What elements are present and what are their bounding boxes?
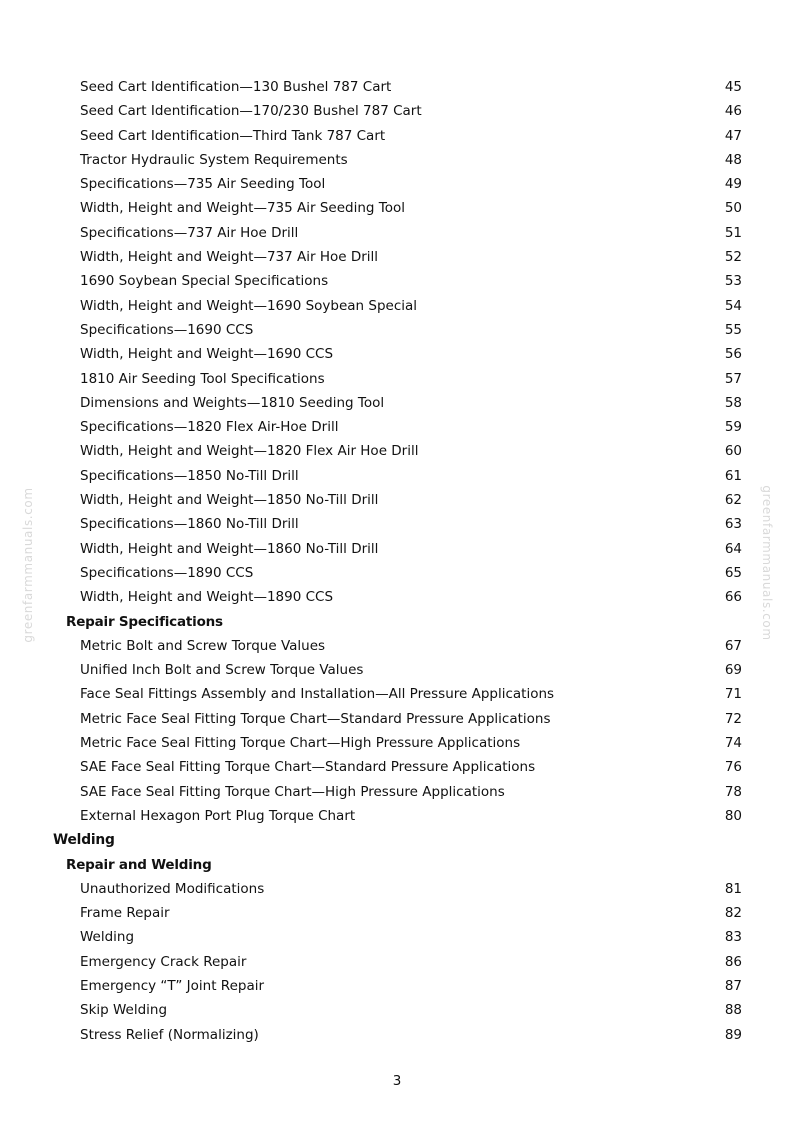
toc-entry — [0, 124, 794, 148]
toc-entry — [0, 196, 794, 220]
toc-entry — [0, 925, 794, 949]
toc-entry — [0, 342, 794, 366]
toc-entry — [0, 391, 794, 415]
toc-entry-title: Face Seal Fittings Assembly and Installation—All Pressure Applications — [80, 686, 555, 703]
toc-entry-page-number: 69 — [724, 662, 742, 679]
toc-entry-title: Specifications—737 Air Hoe Drill — [80, 224, 299, 241]
toc-entry — [0, 172, 794, 196]
toc-chapter-heading — [0, 828, 794, 852]
toc-entry — [0, 75, 794, 99]
toc-entry-title: External Hexagon Port Plug Torque Chart — [80, 807, 356, 824]
toc-entry — [0, 488, 794, 512]
toc-entry — [0, 731, 794, 755]
toc-entry-page-number: 83 — [724, 929, 742, 946]
toc-entry-page-number: 63 — [724, 516, 742, 533]
toc-entry — [0, 634, 794, 658]
toc-entry-title: Metric Face Seal Fitting Torque Chart—High Pressure Applications — [80, 735, 521, 752]
toc-entry-page-number: 52 — [724, 249, 742, 266]
toc-entry-title: Welding — [53, 832, 115, 849]
toc-entry-title: Emergency Crack Repair — [80, 953, 247, 970]
toc-entry-page-number: 72 — [724, 710, 742, 727]
toc-entry-title: Specifications—735 Air Seeding Tool — [80, 176, 326, 193]
toc-entry-title: Emergency “T” Joint Repair — [80, 977, 265, 994]
toc-entry-page-number: 59 — [724, 419, 742, 436]
toc-entry-title: Specifications—1820 Flex Air-Hoe Drill — [80, 419, 339, 436]
toc-entry — [0, 780, 794, 804]
toc-entry-title: SAE Face Seal Fitting Torque Chart—Standard Pressure Applications — [80, 759, 536, 776]
toc-entry — [0, 658, 794, 682]
toc-entry-page-number: 89 — [724, 1026, 742, 1043]
toc-entry-title: Seed Cart Identification—170/230 Bushel 787 Cart — [80, 103, 422, 120]
toc-entry-title: Skip Welding — [80, 1002, 168, 1019]
toc-entry-title: Seed Cart Identification—130 Bushel 787 Cart — [80, 79, 392, 95]
toc-entry — [0, 974, 794, 998]
toc-entry-page-number: 50 — [724, 200, 742, 217]
toc-entry-title: Width, Height and Weight—1820 Flex Air Hoe Drill — [80, 443, 419, 460]
toc-entry — [0, 585, 794, 609]
toc-entry — [0, 367, 794, 391]
toc-entry-title: Unified Inch Bolt and Screw Torque Values — [80, 662, 364, 679]
toc-entry — [0, 294, 794, 318]
toc-entry-page-number: 48 — [724, 151, 742, 168]
toc-entry-title: Width, Height and Weight—735 Air Seeding Tool — [80, 200, 405, 217]
toc-entry — [0, 901, 794, 925]
toc-entry-page-number: 64 — [724, 540, 742, 557]
toc-entry-title: Width, Height and Weight—737 Air Hoe Drill — [80, 249, 379, 266]
toc-entry-page-number: 88 — [724, 1002, 742, 1019]
toc-entry — [0, 877, 794, 901]
toc-section-heading — [0, 853, 794, 877]
toc-entry — [0, 950, 794, 974]
toc-entry-page-number: 76 — [724, 759, 742, 776]
toc-entry-page-number: 54 — [724, 297, 742, 314]
toc-entry-page-number: 61 — [724, 467, 742, 484]
toc-entry-title: Specifications—1690 CCS — [80, 321, 254, 338]
toc-entry-title: Width, Height and Weight—1890 CCS — [80, 589, 334, 606]
toc-entry-page-number: 49 — [724, 176, 742, 193]
toc-entry-page-number: 74 — [724, 735, 742, 752]
toc-entry — [0, 245, 794, 269]
toc-entry-title: Welding — [80, 929, 135, 946]
toc-entry-page-number: 82 — [724, 905, 742, 922]
toc-entry-page-number: 67 — [724, 637, 742, 654]
toc-entry-page-number: 86 — [724, 953, 742, 970]
toc-entry — [0, 755, 794, 779]
watermark-left: greenfarmmanuals.com — [21, 487, 35, 643]
toc-entry-page-number: 51 — [724, 224, 742, 241]
toc-entry-page-number: 56 — [724, 346, 742, 363]
toc-entry-title: Width, Height and Weight—1860 No-Till Drill — [80, 540, 379, 557]
toc-entry-title: SAE Face Seal Fitting Torque Chart—High Pressure Applications — [80, 783, 505, 800]
toc-entry-page-number: 47 — [724, 127, 742, 144]
toc-entry-title: Tractor Hydraulic System Requirements — [80, 151, 348, 168]
toc-entry-page-number: 46 — [724, 103, 742, 120]
toc-entry-title: Width, Height and Weight—1690 CCS — [80, 346, 334, 363]
toc-entry — [0, 148, 794, 172]
toc-entry-title: Specifications—1860 No-Till Drill — [80, 516, 299, 533]
toc-entry — [0, 512, 794, 536]
toc-entry — [0, 415, 794, 439]
toc-entry-page-number: 62 — [724, 492, 742, 509]
table-of-contents — [0, 75, 794, 1047]
toc-entry — [0, 682, 794, 706]
toc-entry-title: Width, Height and Weight—1690 Soybean Special — [80, 297, 418, 314]
toc-entry — [0, 1023, 794, 1047]
toc-entry-page-number: 45 — [724, 79, 742, 95]
toc-entry-title: Stress Relief (Normalizing) — [80, 1026, 259, 1043]
toc-entry-title: Frame Repair — [80, 905, 170, 922]
toc-entry-title: Repair Specifications — [66, 613, 223, 630]
toc-entry-title: Repair and Welding — [66, 856, 212, 873]
toc-entry — [0, 464, 794, 488]
toc-entry-title: Specifications—1890 CCS — [80, 564, 254, 581]
toc-entry-page-number: 60 — [724, 443, 742, 460]
toc-entry — [0, 707, 794, 731]
toc-entry-page-number: 57 — [724, 370, 742, 387]
toc-entry-page-number: 87 — [724, 977, 742, 994]
toc-entry-title: Width, Height and Weight—1850 No-Till Drill — [80, 492, 379, 509]
toc-entry-title: Seed Cart Identification—Third Tank 787 Cart — [80, 127, 386, 144]
toc-entry-title: Dimensions and Weights—1810 Seeding Tool — [80, 394, 385, 411]
toc-entry-page-number: 65 — [724, 564, 742, 581]
toc-entry-page-number: 58 — [724, 394, 742, 411]
toc-entry — [0, 269, 794, 293]
toc-entry — [0, 221, 794, 245]
toc-entry — [0, 99, 794, 123]
toc-entry-page-number: 53 — [724, 273, 742, 290]
toc-entry-page-number: 78 — [724, 783, 742, 800]
toc-entry-page-number: 66 — [724, 589, 742, 606]
watermark-right: greenfarmmanuals.com — [760, 485, 774, 641]
toc-entry — [0, 998, 794, 1022]
toc-section-heading — [0, 610, 794, 634]
toc-entry-page-number: 55 — [724, 321, 742, 338]
toc-entry-title: Metric Bolt and Screw Torque Values — [80, 637, 326, 654]
toc-entry-title: Specifications—1850 No-Till Drill — [80, 467, 299, 484]
toc-entry-page-number: 80 — [724, 807, 742, 824]
toc-entry-title: 1690 Soybean Special Specifications — [80, 273, 329, 290]
toc-entry-title: Unauthorized Modifications — [80, 880, 265, 897]
toc-entry — [0, 561, 794, 585]
toc-entry — [0, 318, 794, 342]
toc-entry — [0, 804, 794, 828]
page-number: 3 — [392, 1073, 402, 1089]
toc-entry-page-number: 71 — [724, 686, 742, 703]
toc-entry-page-number: 81 — [724, 880, 742, 897]
toc-entry-title: 1810 Air Seeding Tool Specifications — [80, 370, 325, 387]
toc-entry — [0, 439, 794, 463]
toc-entry-title: Metric Face Seal Fitting Torque Chart—Standard Pressure Applications — [80, 710, 551, 727]
toc-entry — [0, 537, 794, 561]
